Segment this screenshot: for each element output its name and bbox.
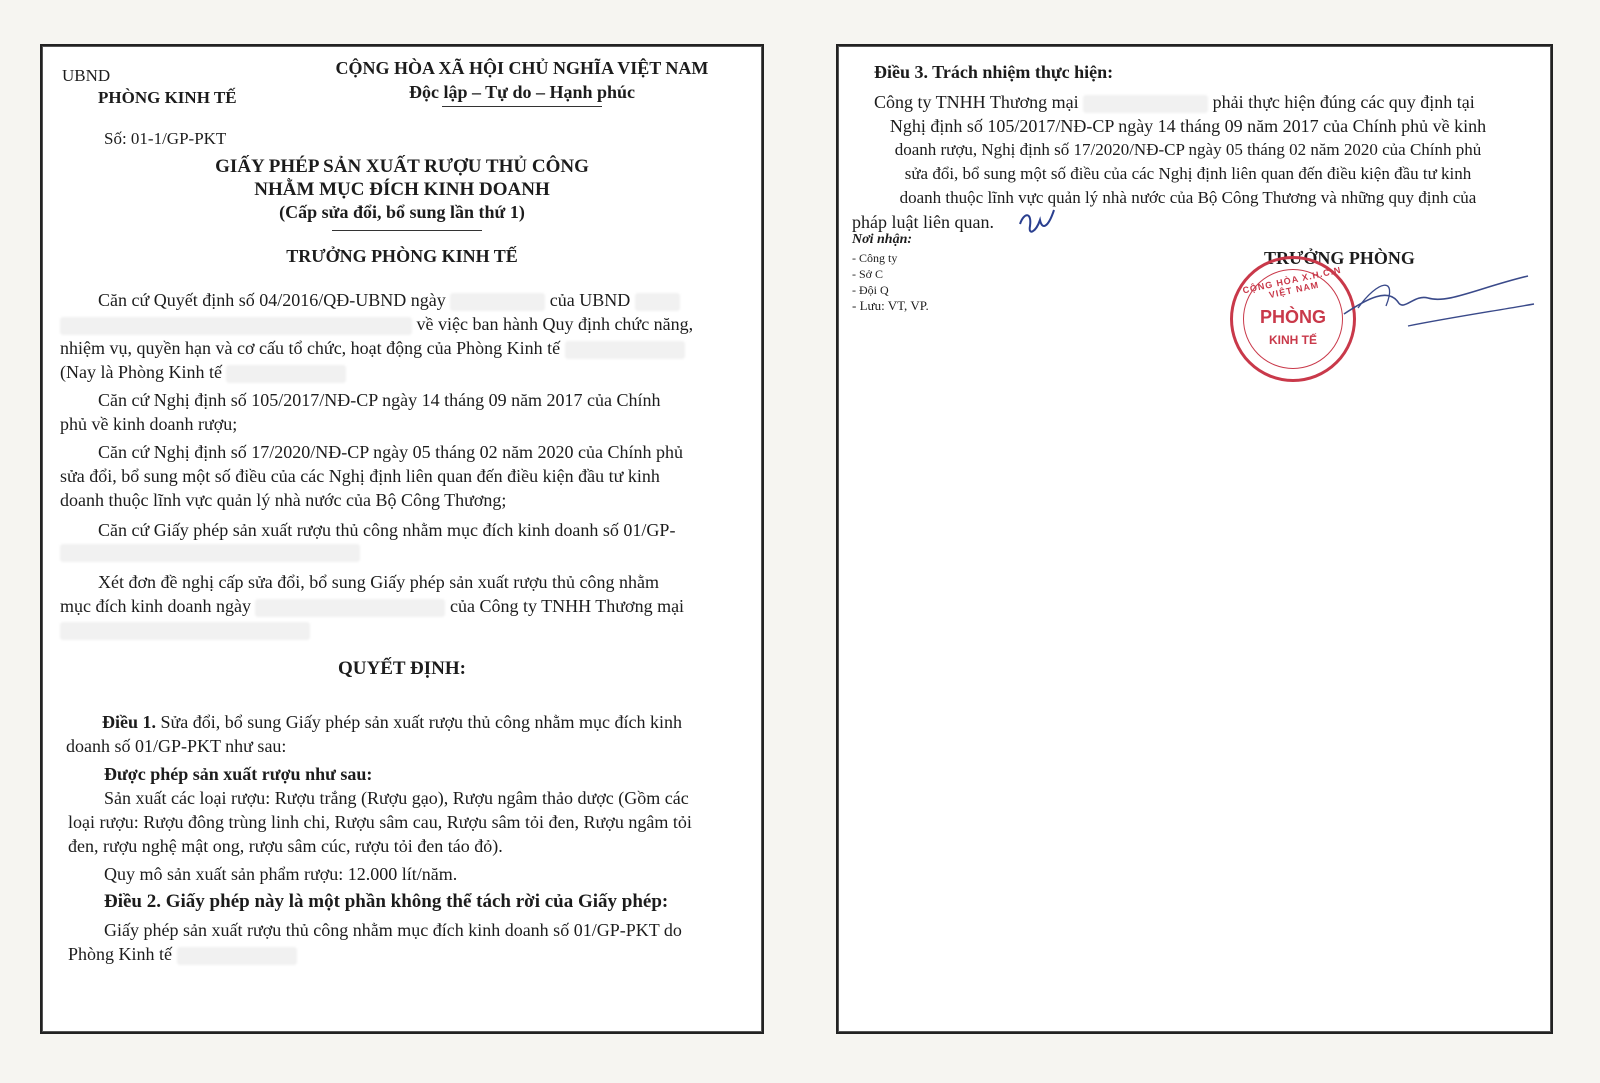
title-underline <box>332 230 482 231</box>
basis2-line-a: Căn cứ Nghị định số 105/2017/NĐ-CP ngày 14 tháng 09 năm 2017 của Chính <box>98 390 661 410</box>
seal-ring-text: CỘNG HÒA X.H.C.N VIỆT NAM <box>1241 264 1343 301</box>
redacted-date <box>255 599 445 617</box>
redacted-text <box>177 947 297 965</box>
document-title-line3: (Cấp sửa đổi, bổ sung lần thứ 1) <box>279 202 525 222</box>
products-line-c: đen, rượu nghệ mật ong, rượu sâm cúc, rượu tỏi đen táo đỏ). <box>68 836 503 856</box>
basis4-redacted <box>60 544 360 562</box>
redacted-company <box>1083 95 1208 113</box>
document-number: Số: 01-1/GP-PKT <box>104 129 227 148</box>
basis1-text-c: về việc ban hành Quy định chức năng, <box>416 314 694 334</box>
redacted-locality <box>226 365 346 383</box>
signer-title: TRƯỞNG PHÒNG <box>1264 248 1415 268</box>
redacted-text <box>60 622 310 640</box>
redacted-text <box>60 317 412 335</box>
seal-bottom-text: KINH TẾ <box>1269 333 1317 347</box>
consider-line-a: Xét đơn đề nghị cấp sửa đổi, bổ sung Giấy phép sản xuất rượu thủ công nhằm <box>98 572 659 592</box>
basis1-text-d: nhiệm vụ, quyền hạn và cơ cấu tổ chức, hoạt động của Phòng Kinh tế <box>60 338 561 358</box>
products-line-a: Sản xuất các loại rượu: Rượu trắng (Rượu gạo), Rượu ngâm thảo dược (Gồm các <box>104 788 689 808</box>
basis4-line: Căn cứ Giấy phép sản xuất rượu thủ công nhằm mục đích kinh doanh số 01/GP- <box>98 520 676 540</box>
article3-line-e: doanh thuộc lĩnh vực quản lý nhà nước của Bộ Công Thương và những quy định của <box>899 188 1477 207</box>
article2-line-a: Giấy phép sản xuất rượu thủ công nhằm mục đích kinh doanh số 01/GP-PKT do <box>104 920 682 940</box>
article2-text-b: Phòng Kinh tế <box>68 944 173 964</box>
article2-heading: Điều 2. Giấy phép này là một phần không thể tách rời của Giấy phép: <box>104 891 669 912</box>
basis1-line-e <box>60 360 346 384</box>
decision-heading: QUYẾT ĐỊNH: <box>338 658 466 679</box>
basis1-text-a: Căn cứ Quyết định số 04/2016/QĐ-UBND ngày <box>98 290 446 310</box>
article3-line-a <box>874 90 1475 114</box>
motto-underline <box>442 106 602 107</box>
article1-line-b: doanh số 01/GP-PKT như sau: <box>66 736 287 756</box>
basis1-line-a <box>98 288 680 312</box>
basis1-line-d <box>60 336 685 360</box>
redacted-locality <box>565 341 685 359</box>
article1-line-a <box>102 710 682 734</box>
products-line-b: loại rượu: Rượu đông trùng linh chi, Rượu sâm cau, Rượu sâm tỏi đen, Rượu ngâm tỏi <box>68 812 692 832</box>
department-name: PHÒNG KINH TẾ <box>98 88 237 107</box>
consider-redacted <box>60 622 310 640</box>
signature-icon <box>1338 258 1538 338</box>
recipient-item: - Đội Q <box>852 283 889 297</box>
document-page-left <box>40 44 764 1034</box>
document-title-line2: NHẰM MỤC ĐÍCH KINH DOANH <box>254 179 550 200</box>
national-motto: Độc lập – Tự do – Hạnh phúc <box>408 82 636 102</box>
recipient-item: - Lưu: VT, VP. <box>852 298 929 313</box>
seal-center-text: PHÒNG <box>1259 307 1326 327</box>
agency-name: UBND <box>62 66 111 85</box>
consider-text-b1: mục đích kinh doanh ngày <box>60 596 251 616</box>
basis1-text-b: của UBND <box>549 290 631 310</box>
basis3-line-c: doanh thuộc lĩnh vực quản lý nhà nước của Bộ Công Thương; <box>60 490 507 510</box>
national-title: CỘNG HÒA XÃ HỘI CHỦ NGHĨA VIỆT NAM <box>335 58 709 78</box>
article3-heading: Điều 3. Trách nhiệm thực hiện: <box>874 62 1114 82</box>
allowed-heading: Được phép sản xuất rượu như sau: <box>104 764 373 784</box>
basis3-line-b: sửa đổi, bổ sung một số điều của các Nghị định liên quan đến điều kiện đầu tư kinh <box>60 466 660 486</box>
consider-line-b <box>60 594 684 618</box>
article3-line-d: sửa đổi, bổ sung một số điều của các Nghị định liên quan đến điều kiện đầu tư kinh <box>904 164 1472 183</box>
issuing-authority: TRƯỞNG PHÒNG KINH TẾ <box>286 246 518 266</box>
basis2-line-b: phủ về kinh doanh rượu; <box>60 414 238 434</box>
basis3-line-a: Căn cứ Nghị định số 17/2020/NĐ-CP ngày 05 tháng 02 năm 2020 của Chính phủ <box>98 442 684 462</box>
initials-signature-icon <box>1014 202 1064 242</box>
document-page-right <box>836 44 1553 1034</box>
article3-line-c: doanh rượu, Nghị định số 17/2020/NĐ-CP ngày 05 tháng 02 năm 2020 của Chính phủ <box>894 140 1482 159</box>
article1-text-a: Sửa đổi, bổ sung Giấy phép sản xuất rượu thủ công nhằm mục đích kinh <box>160 712 682 732</box>
redacted-date <box>450 293 545 311</box>
consider-text-b2: của Công ty TNHH Thương mại <box>449 596 685 616</box>
article3-text-a2: phải thực hiện đúng các quy định tại <box>1212 92 1475 112</box>
article2-line-b <box>68 942 297 966</box>
basis1-line-c <box>60 312 693 336</box>
recipient-item: - Sở C <box>852 267 884 281</box>
article1-label: Điều 1. <box>102 712 156 732</box>
redacted-locality <box>635 293 680 311</box>
article3-line-f: pháp luật liên quan. <box>852 212 994 232</box>
production-scale: Quy mô sản xuất sản phẩm rượu: 12.000 lít/năm. <box>104 864 458 884</box>
document-title-line1: GIẤY PHÉP SẢN XUẤT RƯỢU THỦ CÔNG <box>215 156 589 177</box>
redacted-text <box>60 544 360 562</box>
recipient-item: - Công ty <box>852 251 898 265</box>
article3-text-a1: Công ty TNHH Thương mại <box>874 92 1079 112</box>
article3-line-b: Nghị định số 105/2017/NĐ-CP ngày 14 tháng 09 năm 2017 của Chính phủ về kinh <box>889 116 1487 136</box>
basis1-text-e: (Nay là Phòng Kinh tế <box>60 362 222 382</box>
recipients-label: Nơi nhận: <box>852 232 913 247</box>
